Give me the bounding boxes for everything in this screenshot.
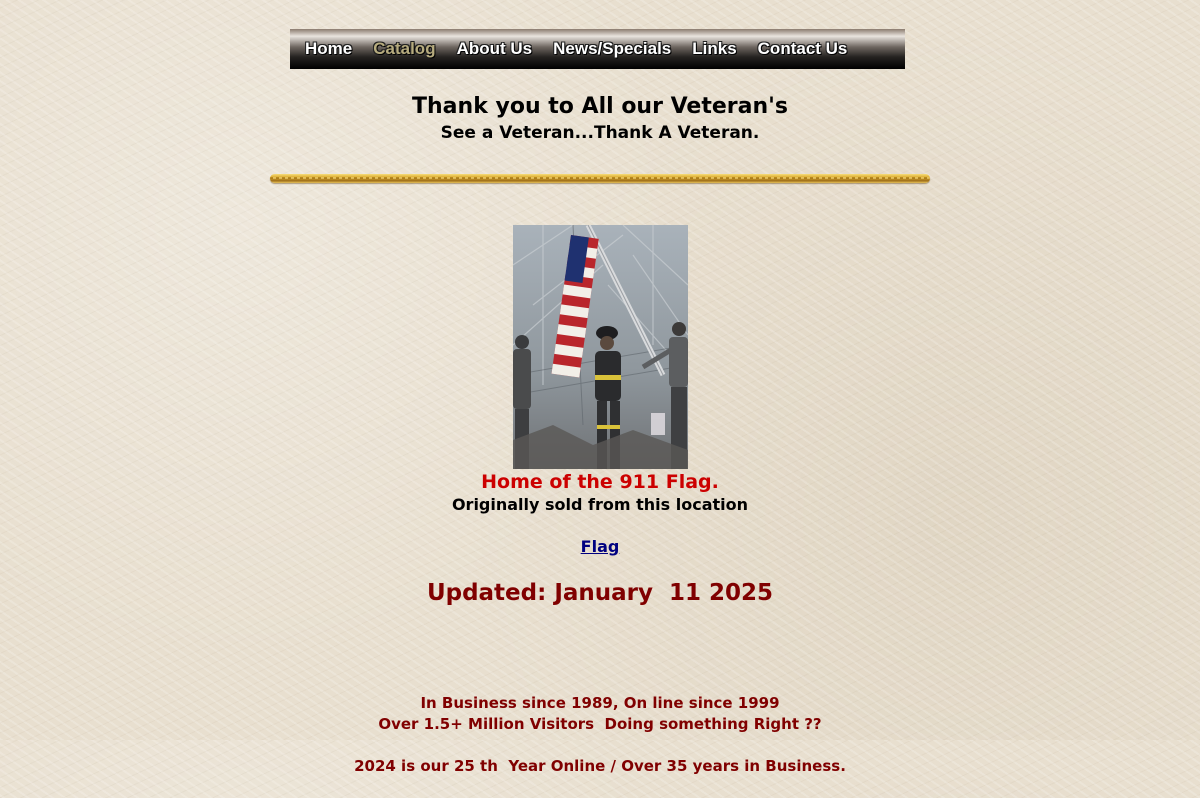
gold-divider: [270, 174, 930, 183]
nav-contact-us[interactable]: Contact Us: [757, 39, 848, 58]
flag-link-wrapper: [0, 537, 1200, 557]
nav-catalog[interactable]: Catalog: [373, 39, 436, 58]
flag-headline: Home of the 911 Flag.: [481, 471, 719, 493]
flag-caption: Originally sold from this location: [451, 495, 749, 514]
nav-news-specials[interactable]: News/Specials: [553, 39, 672, 58]
business-since-line: In Business since 1989, On line since 1999: [420, 694, 780, 712]
main-nav-bar: [290, 29, 905, 69]
page-header: [0, 92, 1200, 144]
business-years-line: 2024 is our 25 th Year Online / Over 35 years in Business.: [354, 757, 846, 775]
nav-links[interactable]: Links: [692, 39, 737, 58]
flag-link[interactable]: Flag: [580, 537, 620, 556]
page-title: Thank you to All our Veteran's: [412, 94, 788, 119]
firefighters-flag-photo: [513, 225, 688, 469]
updated-date: Updated: January 11 2025: [426, 580, 774, 606]
nav-about-us[interactable]: About Us: [456, 39, 533, 58]
visitor-count: Over 1.5+ Million Visitors Doing something Right ??: [378, 715, 822, 733]
page-subtitle: See a Veteran...Thank A Veteran.: [440, 123, 760, 143]
nav-home[interactable]: Home: [305, 39, 353, 58]
